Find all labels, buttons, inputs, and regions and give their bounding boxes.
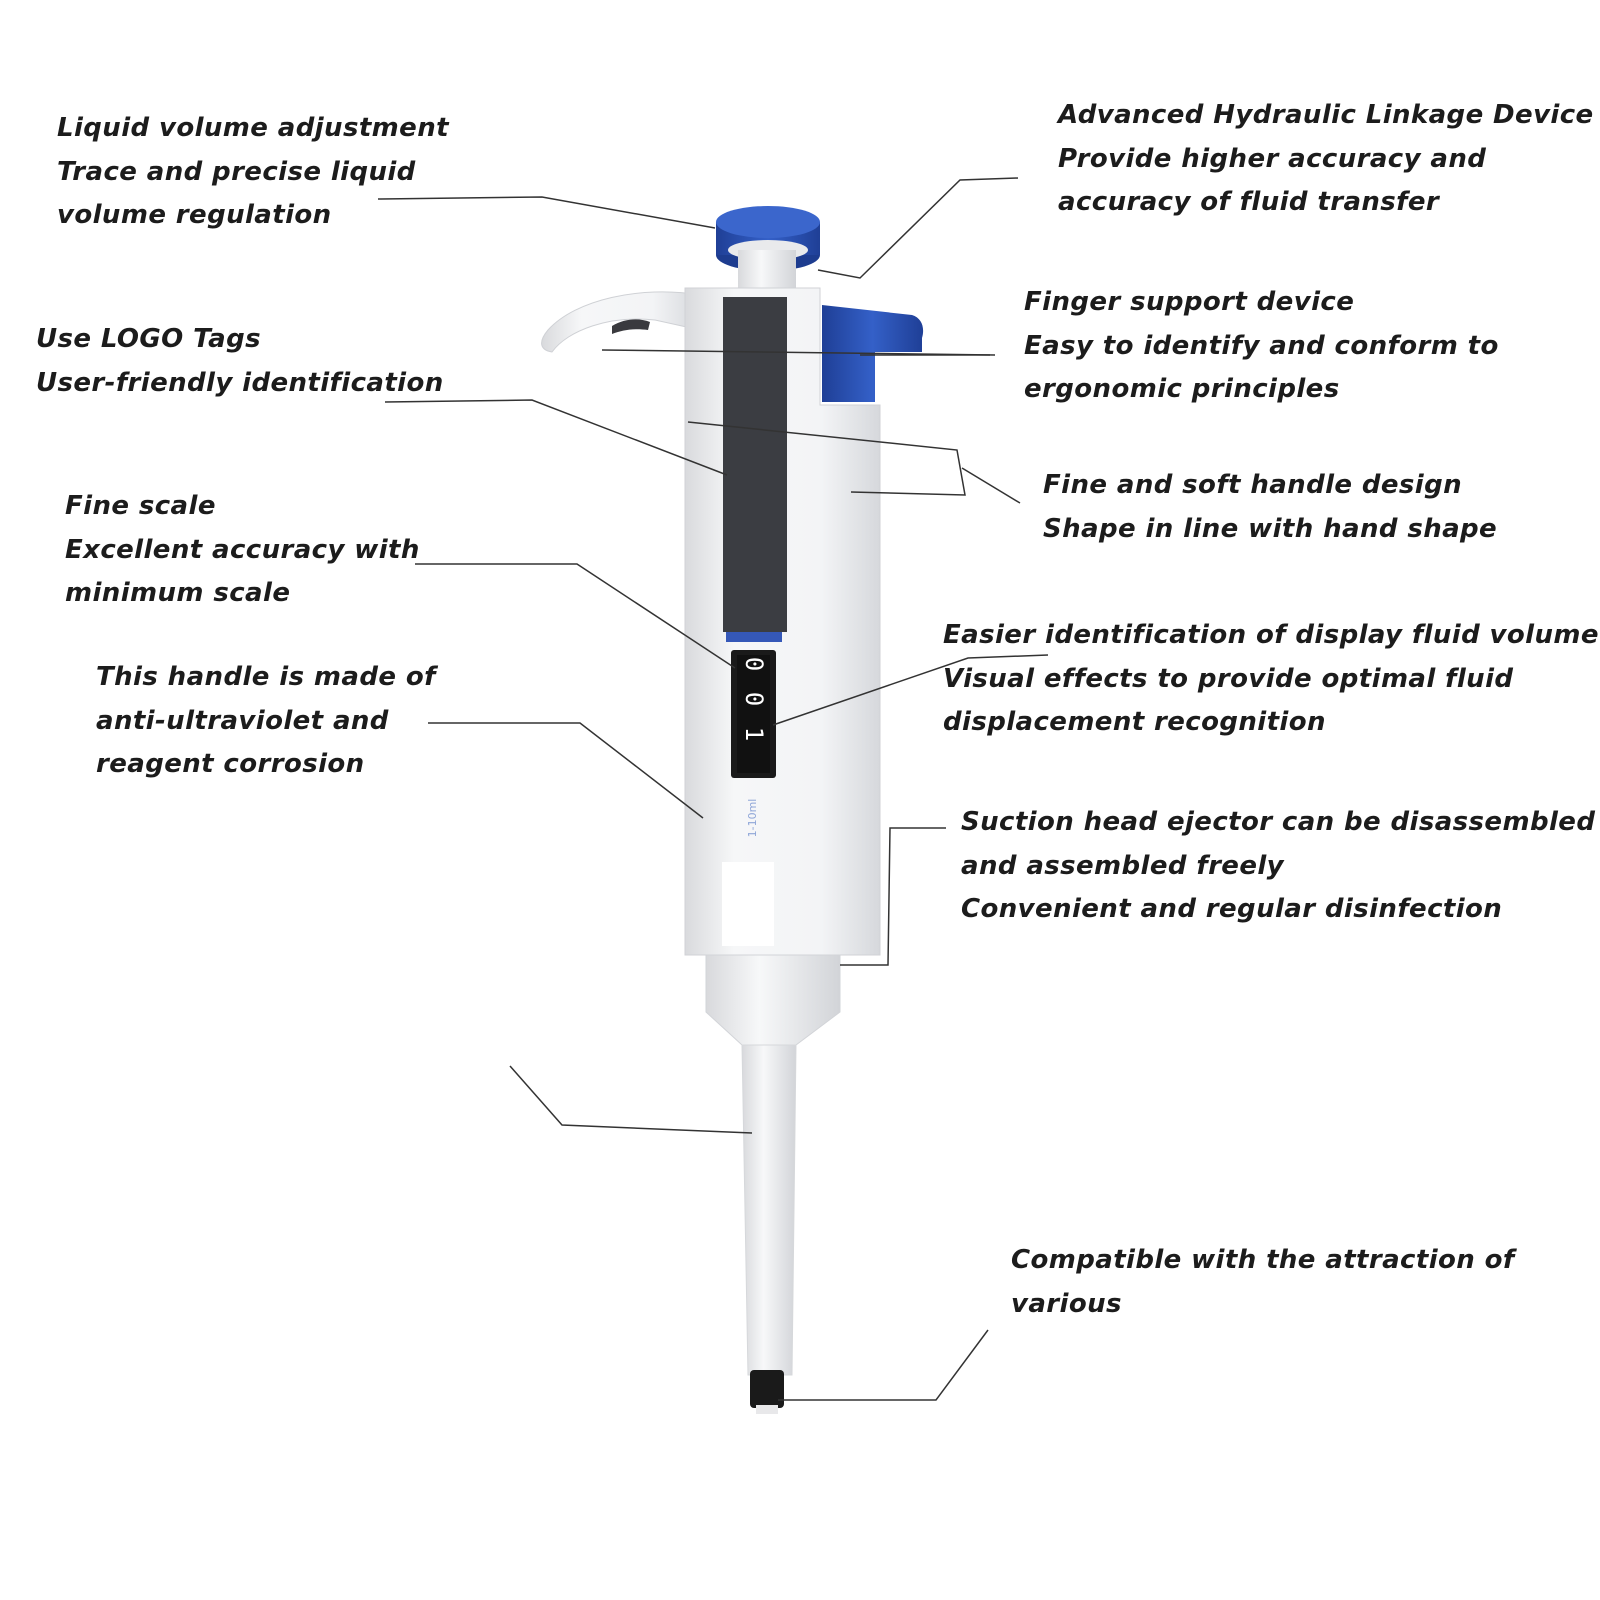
callout-hydraulic-linkage (1058, 94, 1594, 225)
tip-end (750, 1370, 784, 1408)
callout-line: anti-ultraviolet and (96, 705, 389, 736)
callout-line: various (1011, 1288, 1122, 1319)
callout-compatible (1011, 1239, 1515, 1326)
callout-line: and assembled freely (961, 850, 1285, 881)
logo-tag (723, 297, 787, 632)
leader-handle-2 (962, 468, 1020, 503)
callout-handle-design (1043, 464, 1497, 551)
callout-logo-tags (36, 318, 444, 405)
callout-line: Advanced Hydraulic Linkage Device (1058, 100, 1594, 130)
callout-ejector (961, 801, 1595, 932)
callout-line: Liquid volume adjustment (57, 113, 449, 143)
leader-shaft (510, 1066, 752, 1133)
counter-digit-2: 0 (740, 691, 768, 707)
callout-line: Excellent accuracy with (65, 534, 420, 565)
tip-shaft (742, 1045, 796, 1375)
callout-line: Compatible with the attraction of (1011, 1245, 1515, 1275)
callout-line: Suction head ejector can be disassembled (961, 807, 1596, 837)
callout-line: Use LOGO Tags (36, 324, 261, 354)
leader-compatible (778, 1330, 988, 1400)
callout-line: minimum scale (65, 578, 291, 608)
callout-line: Convenient and regular disinfection (961, 894, 1503, 924)
callout-line: Fine scale (65, 491, 216, 521)
callout-line: volume regulation (57, 200, 332, 230)
counter-digit-1: 0 (740, 656, 768, 672)
callout-line: This handle is made of (96, 662, 436, 692)
leader-hydraulic (818, 178, 1018, 278)
counter-digit-3: 1 (740, 726, 768, 742)
callout-finger-support (1024, 281, 1499, 412)
callout-line: Fine and soft handle design (1043, 470, 1463, 500)
callout-line: reagent corrosion (96, 749, 365, 779)
callout-line: Provide higher accuracy and (1058, 143, 1487, 174)
callout-line: Visual effects to provide optimal fluid (943, 663, 1514, 694)
callout-display-volume (943, 614, 1599, 745)
callout-line: Shape in line with hand shape (1043, 513, 1498, 544)
callout-line: accuracy of fluid transfer (1058, 187, 1440, 217)
leader-material (428, 723, 703, 818)
leader-logo-id (385, 400, 727, 475)
blank-label (722, 862, 774, 946)
callout-line: Easier identification of display fluid volume (943, 620, 1599, 650)
callout-line: Trace and precise liquid (57, 156, 416, 187)
callout-line: User-friendly identification (36, 367, 444, 398)
callout-line: Finger support device (1024, 287, 1355, 317)
callout-line: displacement recognition (943, 707, 1326, 737)
callout-line: Easy to identify and conform to (1024, 330, 1499, 361)
callout-line: ergonomic principles (1024, 374, 1340, 404)
ejector-sleeve (706, 955, 840, 1045)
callout-fine-scale (65, 485, 420, 616)
callout-volume-adjustment (57, 107, 449, 238)
scale-label: 1-10ml (746, 798, 759, 838)
callout-handle-material (96, 656, 436, 787)
volume-counter (731, 650, 776, 778)
